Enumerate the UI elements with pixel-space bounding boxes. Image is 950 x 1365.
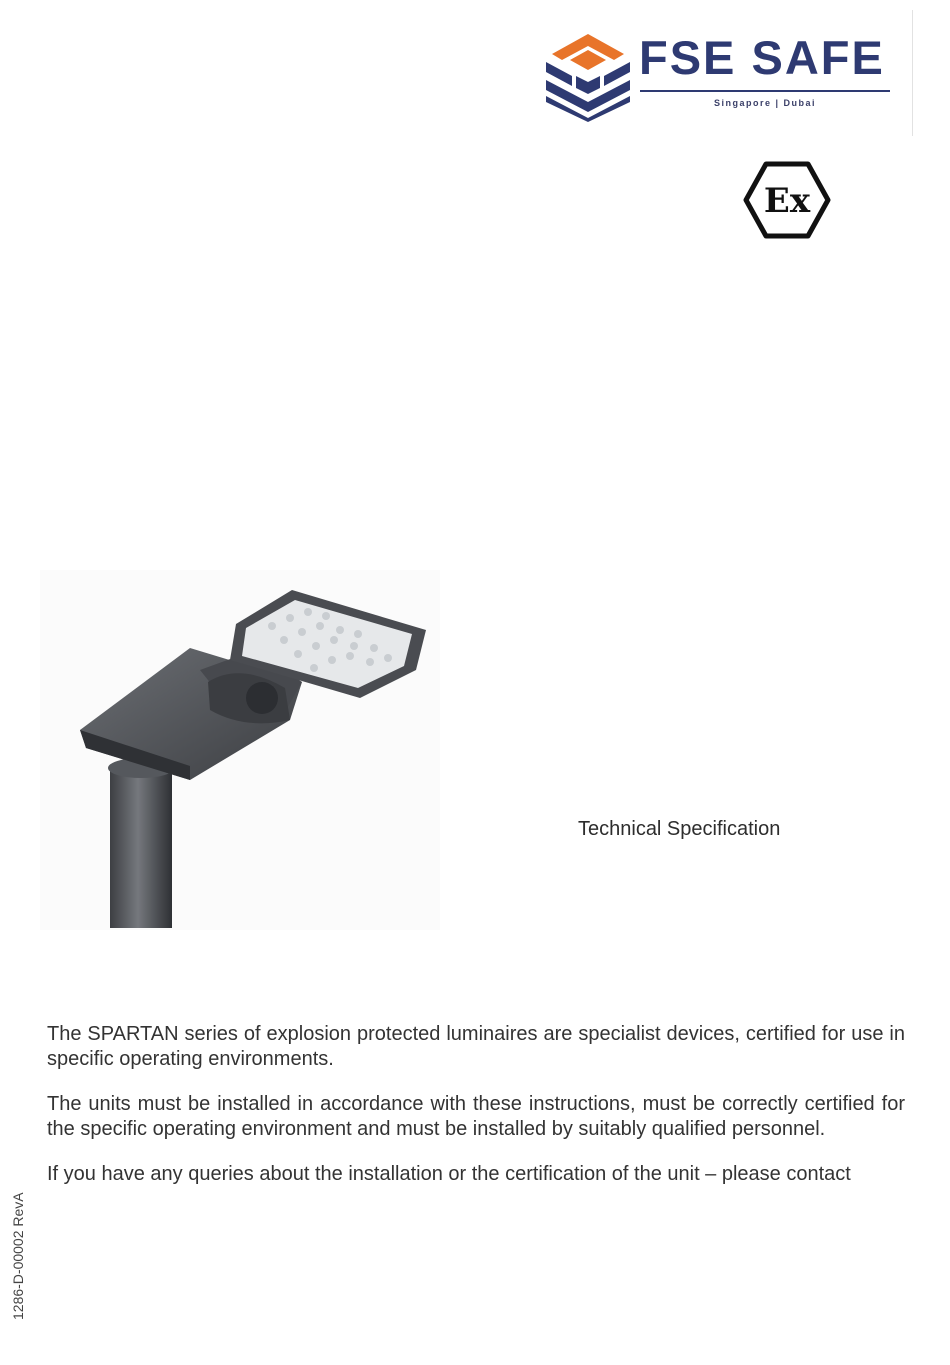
page-edge-divider	[912, 10, 913, 136]
document-reference: 1286-D-00002 RevA	[10, 1192, 26, 1320]
ex-certification-icon	[742, 160, 832, 240]
intro-paragraph-1: The SPARTAN series of explosion protected luminaires are specialist devices, certified for use in specific operating environments.	[47, 1023, 905, 1070]
intro-paragraph-2: The units must be installed in accordance with these instructions, must be correctly certified for the specific operating environment and must be installed by suitably qualified personnel.	[47, 1093, 905, 1140]
intro-text	[47, 1022, 905, 1207]
luminaire-product-photo	[40, 570, 440, 930]
logo-tagline: Singapore | Dubai	[713, 98, 817, 108]
logo-wordmark: FSE SAFE	[639, 31, 885, 84]
intro-paragraph-3: If you have any queries about the installation or the certification of the unit – please contact	[47, 1163, 851, 1185]
logo-mark-icon	[544, 30, 632, 122]
document-title: Technical Specification	[578, 818, 781, 840]
company-logo	[544, 30, 894, 122]
ex-mark-text: Ex	[763, 181, 811, 221]
logo-divider	[640, 90, 890, 92]
